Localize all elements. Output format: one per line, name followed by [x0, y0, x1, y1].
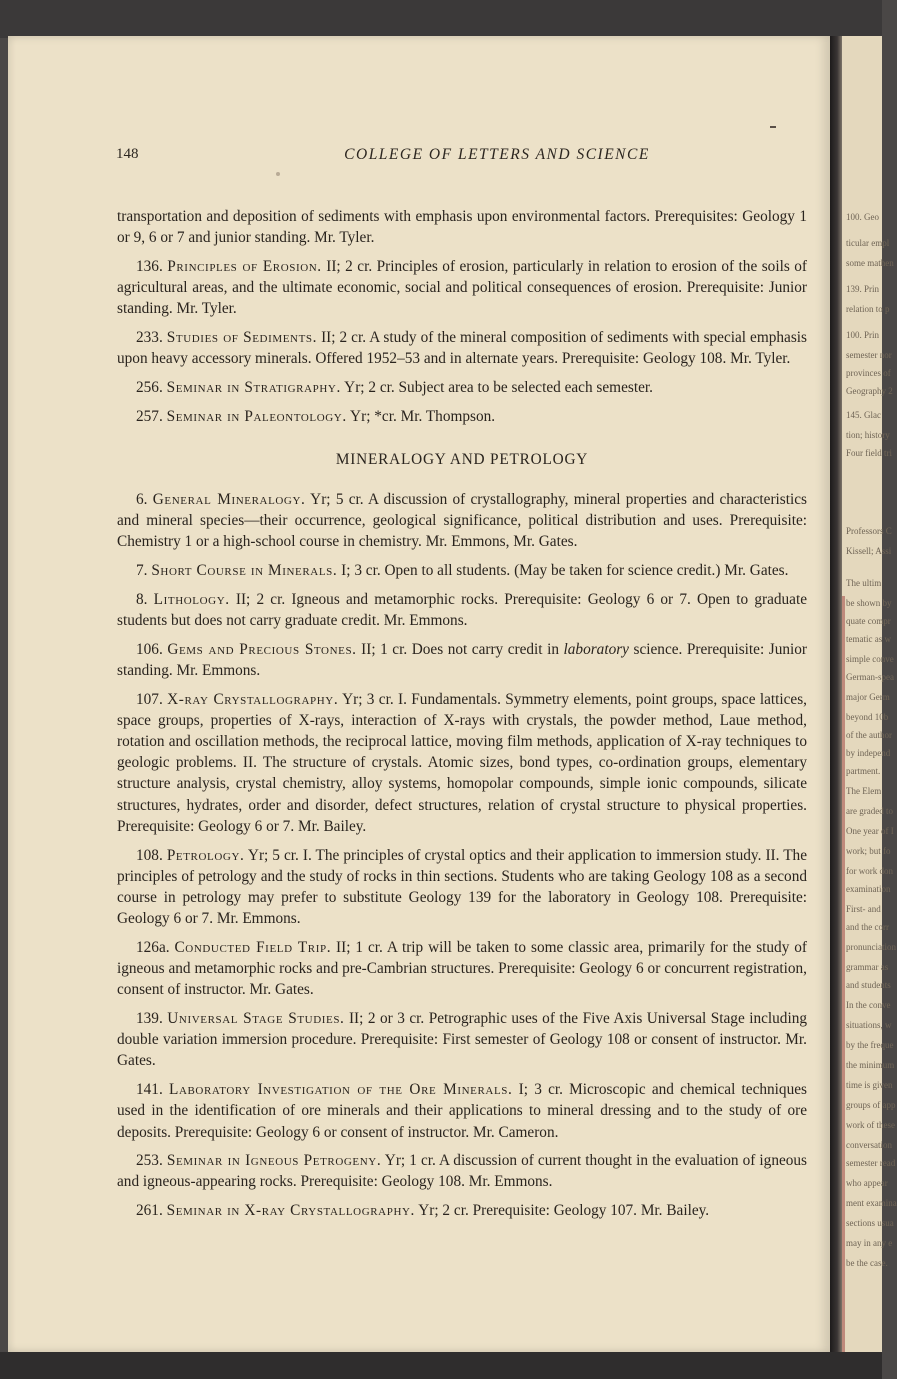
course-description: II; 1 cr. A trip will be taken to some classic area, primarily for the study of igneous and metamorphic rocks and pre-Cambrian structures. Prerequisite: Geology 6 or concurrent registration, consent of instructor. Mr. Gates.: [117, 938, 807, 999]
adjacent-page-text-fragment: provinces of: [846, 368, 891, 378]
adjacent-page-text-fragment: ticular empl: [846, 238, 890, 248]
adjacent-page-text-fragment: some mathen: [846, 258, 894, 268]
course-number: 257.: [136, 407, 163, 425]
course-description: Yr; 2 cr. Subject area to be selected each semester.: [344, 378, 653, 396]
page-red-edge: [842, 596, 845, 1376]
course-number: 136.: [136, 257, 163, 275]
mineralogy-petrology-courses: [117, 489, 807, 1221]
adjacent-page-text-fragment: work; but fo: [846, 846, 891, 856]
adjacent-page-text-fragment: German-spea: [846, 672, 894, 682]
adjacent-page-text-fragment: examination: [846, 884, 891, 894]
course-number: 7.: [136, 562, 148, 580]
course-description: Yr; 5 cr. I. The principles of crystal optics and their application to immersion study. II. The principles of petrology and the study of rocks in thin sections. Students who are taking Geology 108 as a second course in petrology may prefer to substitute Geology 139 for the laboratory in Geology 108. Prerequisite: Geology 6 or 7. Mr. Emmons.: [117, 846, 807, 928]
course-title: Short Course in Minerals.: [151, 562, 338, 580]
adjacent-page-text-fragment: tion; history: [846, 430, 890, 440]
course-description: II; 2 or 3 cr. Petrographic uses of the Five Axis Universal Stage including double variation immersion procedure. Prerequisite: First semester of Geology 108 or consent of instructor. Mr. Gates.: [117, 1010, 807, 1070]
course-entry: [117, 377, 807, 398]
adjacent-page-text-fragment: and students: [846, 980, 891, 990]
course-entry: [117, 327, 807, 369]
adjacent-page-text-fragment: major Germ: [846, 692, 890, 702]
adjacent-page-text-fragment: semester read: [846, 1158, 896, 1168]
course-entry: [117, 845, 807, 930]
course-entry: [117, 589, 807, 631]
course-title: Gems and Precious Stones.: [167, 640, 357, 658]
course-title: Laboratory Investigation of the Ore Minerals.: [169, 1081, 513, 1099]
adjacent-page-edge: [842, 36, 897, 1352]
adjacent-page-text-fragment: may in any e: [846, 1238, 893, 1248]
adjacent-page-text-fragment: One year of I: [846, 826, 894, 836]
course-description: Yr; *cr. Mr. Thompson.: [350, 407, 496, 425]
adjacent-page-text-fragment: be the case.: [846, 1258, 888, 1268]
course-description: II; 1 cr. Does not carry credit in: [361, 640, 564, 658]
course-title: Seminar in Paleontology.: [166, 407, 347, 425]
course-title: Petrology.: [166, 846, 245, 864]
course-title: Lithology.: [153, 590, 230, 608]
adjacent-page-text-fragment: simple conve: [846, 654, 894, 664]
course-entry: [117, 639, 807, 681]
course-description: Yr; 3 cr. I. Fundamentals. Symmetry elements, point groups, space lattices, space groups, properties of X-rays, interaction of X-rays with crystals, the powder method, Laue method, rotation and oscillation methods, the reciprocal lattice, moving film methods, application of X-ray techniques to geologic problems. II. The structure of crystals. Atomic sizes, bond types, co-ordination groups, elementary structure analysis, crystal chemistry, alloy systems, homopolar compounds, simple ionic compounds, silicate structures, hydrates, order and disorder, defect structures, relation of crystal structure to physical properties. Prerequisite: Geology 6 or 7. Mr. Bailey.: [117, 690, 807, 835]
adjacent-page-text-fragment: pronunciation: [846, 942, 896, 952]
book-spine: [830, 36, 842, 1352]
adjacent-page-text-fragment: and the corr: [846, 922, 889, 932]
adjacent-page-text-fragment: are graded to: [846, 806, 893, 816]
adjacent-page-text-fragment: sections usua: [846, 1218, 894, 1228]
course-entry: [117, 1079, 807, 1143]
adjacent-page-text-fragment: beyond 10b: [846, 712, 889, 722]
course-description: Yr; 5 cr. A discussion of crystallography, mineral properties and characteristics and mineral species—their occurrence, geological significance, political distribution and uses. Prerequisite: Chemistry 1 or a high-school course in chemistry. Mr. Emmons, Mr. Gates.: [117, 491, 807, 551]
course-number: 6.: [136, 491, 148, 509]
adjacent-page-text-fragment: work of these: [846, 1120, 895, 1130]
adjacent-page-text-fragment: semester nor: [846, 350, 892, 360]
adjacent-page-text-fragment: Professors C: [846, 526, 892, 536]
adjacent-page-text-fragment: by the freque: [846, 1040, 894, 1050]
course-description-italic: laboratory: [563, 640, 629, 658]
course-number: 139.: [136, 1010, 163, 1027]
adjacent-page-text-fragment: Four field tri: [846, 448, 892, 458]
course-title: Universal Stage Studies.: [167, 1010, 345, 1027]
adjacent-page-text-fragment: The ultim: [846, 578, 882, 588]
adjacent-page-text-fragment: ment examina: [846, 1198, 897, 1208]
scan-frame-top: [0, 0, 882, 38]
section-heading: MINERALOGY AND PETROLOGY: [335, 450, 589, 468]
course-number: 256.: [136, 378, 163, 396]
adjacent-page-text-fragment: In the conve: [846, 1000, 891, 1010]
course-title: Seminar in Stratigraphy.: [166, 378, 341, 396]
course-entry: [117, 1200, 807, 1221]
geology-courses-continued: [117, 256, 807, 427]
adjacent-page-text-fragment: who appear: [846, 1178, 888, 1188]
course-entry: [117, 937, 807, 1001]
course-title: Conducted Field Trip.: [174, 938, 332, 956]
paper-speck: [276, 172, 280, 176]
course-title: General Mineralogy.: [152, 491, 306, 509]
adjacent-page-text-fragment: partment.: [846, 766, 881, 776]
adjacent-page-text-fragment: 145. Glac: [846, 410, 881, 420]
course-description: I; 3 cr. Microscopic and chemical techniques used in the identification of ore minerals and their applications to mineral dressing and to the study of ore deposits. Prerequisite: Geology 6 or consent of instructor. Mr. Cameron.: [117, 1081, 807, 1141]
course-number: 108.: [136, 846, 163, 864]
adjacent-page-text-fragment: time is given: [846, 1080, 893, 1090]
adjacent-page-text-fragment: groups of app: [846, 1100, 896, 1110]
page-number: 148: [116, 146, 139, 162]
adjacent-page-text-fragment: the minimum: [846, 1060, 895, 1070]
adjacent-page-text-fragment: 139. Prin: [846, 284, 880, 294]
course-number: 126a.: [136, 938, 170, 956]
course-number: 233.: [136, 329, 163, 347]
adjacent-page-text-fragment: relation to p: [846, 304, 890, 314]
course-description: Yr; 2 cr. Prerequisite: Geology 107. Mr. Bailey.: [418, 1202, 710, 1220]
adjacent-page-text-fragment: of the author: [846, 730, 892, 740]
course-entry: [117, 560, 807, 581]
running-title: COLLEGE OF LETTERS AND SCIENCE: [344, 146, 650, 163]
course-title: Seminar in Igneous Petrogeny.: [166, 1152, 382, 1170]
course-description: II; 2 cr. Principles of erosion, particularly in relation to erosion of the soils of agricultural areas, and the ultimate economic, social and political consequences of erosion. Prerequisite: Junior standing. Mr. Tyler.: [117, 257, 808, 318]
course-number: 106.: [136, 640, 163, 658]
course-title: X-ray Crystallography.: [167, 690, 339, 708]
course-entry: [117, 689, 807, 837]
adjacent-page-text-fragment: Kissell; Assi: [846, 546, 892, 556]
adjacent-page-text-fragment: 100. Geo: [846, 212, 879, 222]
adjacent-page-text-fragment: grammar as: [846, 962, 889, 972]
course-entry: [117, 489, 807, 553]
course-number: 8.: [136, 590, 148, 608]
course-entry: [117, 256, 807, 320]
course-entry: [117, 1150, 807, 1192]
page-content: [117, 206, 807, 1229]
adjacent-page-text-fragment: for work don: [846, 866, 893, 876]
adjacent-page-text-fragment: Geography 2: [846, 386, 893, 396]
course-description: II; 2 cr. A study of the mineral composition of sediments with special emphasis upon heavy accessory minerals. Offered 1952–53 and in alternate years. Prerequisite: Geology 108. Mr. Tyler.: [117, 329, 807, 368]
adjacent-page-text-fragment: 100. Prin: [846, 330, 880, 340]
course-description: II; 2 cr. Igneous and metamorphic rocks. Prerequisite: Geology 6 or 7. Open to graduate students but does not carry graduate credit. Mr. Emmons.: [117, 590, 808, 630]
adjacent-page-text-fragment: quate compr: [846, 616, 891, 626]
course-description: I; 3 cr. Open to all students. (May be taken for science credit.) Mr. Gates.: [341, 562, 789, 580]
course-number: 141.: [136, 1081, 163, 1099]
adjacent-page-text-fragment: by independ: [846, 748, 891, 758]
page-header: [108, 146, 808, 170]
course-number: 253.: [136, 1152, 163, 1170]
course-description: science. Prerequisite: Junior standing. Mr. Emmons.: [117, 640, 807, 679]
course-entry: [117, 406, 807, 427]
adjacent-page-text-fragment: situations, w: [846, 1020, 892, 1030]
course-number: 261.: [136, 1202, 163, 1220]
course-number: 107.: [136, 690, 163, 708]
adjacent-page-text-fragment: be shown by: [846, 598, 892, 608]
adjacent-page-text-fragment: First- and: [846, 904, 881, 914]
course-entry: [117, 1008, 807, 1072]
adjacent-page-text-fragment: The Elem: [846, 786, 882, 796]
page-mark: [770, 126, 776, 128]
adjacent-page-text-fragment: tematic as w: [846, 634, 891, 644]
course-description: Yr; 1 cr. A discussion of current thought in the evaluation of igneous and igneous-appearing rocks. Prerequisite: Geology 108. Mr. Emmons.: [117, 1152, 808, 1191]
adjacent-page-text-fragment: conversation: [846, 1140, 892, 1150]
scan-frame-bottom: [0, 1352, 882, 1379]
course-title: Principles of Erosion.: [167, 257, 322, 275]
continued-paragraph: transportation and deposition of sediments with emphasis upon environmental factors. Prerequisites: Geology 1 or 9, 6 or 7 and junior standing. Mr. Tyler.: [117, 208, 807, 247]
course-title: Studies of Sediments.: [166, 329, 318, 347]
course-title: Seminar in X-ray Crystallography.: [166, 1202, 415, 1220]
